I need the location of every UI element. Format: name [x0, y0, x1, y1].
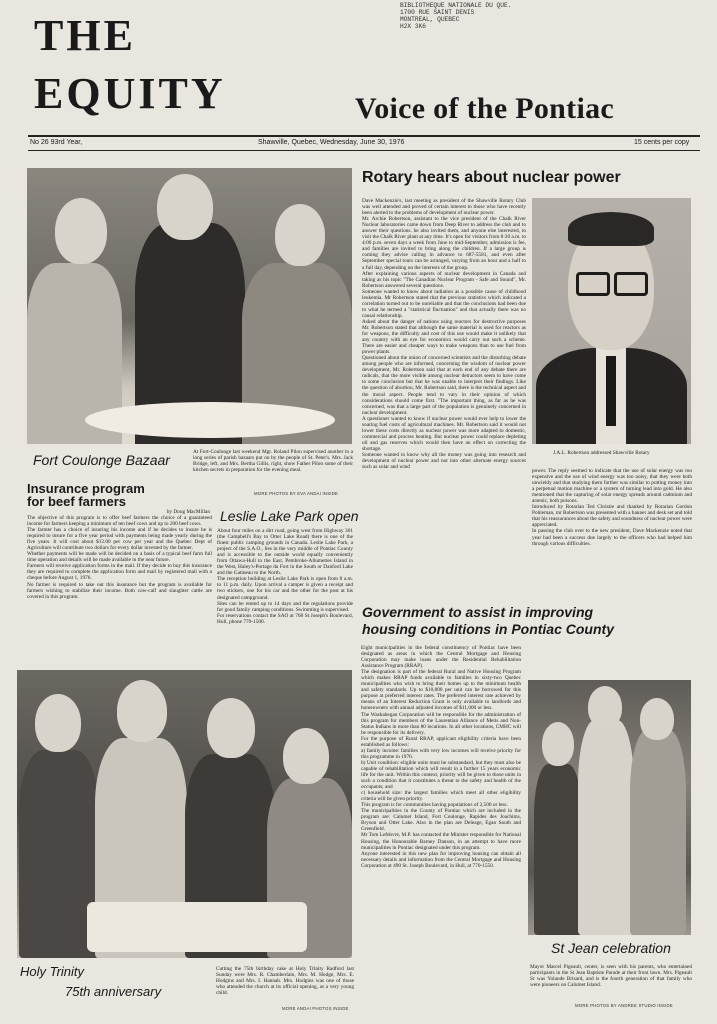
bazaar-photo: [27, 168, 352, 444]
library-stamp: [400, 2, 580, 30]
insurance-headline-line1: Insurance program: [27, 481, 145, 496]
price: 15 cents per copy: [634, 139, 690, 146]
government-text: Eight municipalities in the federal constituency of Pontiac have been designated as areas in which the Central Mortgage and Housing Corporation may make loans under the Residential Rehabilitation Assistance Program (RRAP). The designation is part of the federal Rural and Native Housing Program which makes RRAP funds available to families in sixty-two Quebec municipalities who wish to bring their homes up to the minimum health and safety standards. Up to $10,000 per unit can be borrowed for this purpose at preferred interest rates. The preferred interest rate achieved by means of an Interest Reduction Grant is only available to landlords and homeowners with annual adjusted incomes of $11,000 or less. The Waskahegan Corporation will be responsible for the administration of this program for members of the Laurentian Alliance of Metis and Non-Status Indians in more than 80 locations. In all other locations, CMHC will be responsible for its delivery. For the purpose of Rural RRAP, applicant eligibility criteria have been established as follows: a) family income: families with very low incomes will receive priority for this programme in 1976. b) Unit condition: eligible units must be substandard, but they must also be capable of rehabilitation which will result in a further 15 years economic life for the unit. Within this context, priority will be given to those units in such a condition that it constitutes a threat to the safety and health of the occupants; and c) household size: the largest families which meet all other eligibility criteria will be given priority. This program is for communities having populations of 2,500 or less. The municipalities in the County of Pontiac which are included in the program are: Calumet Island, Fort Coulonge, Rapides des Joachims, Bryson and Otter Lake. Also in the plan are Deleage, Egan South and Greenfield. Mr Tom Lefebvre, M.P. has contacted the Minister responsible for National Housing, the Honourable Barney Danson, in an attempt to have more municipalities in Pontiac designated under this program. Anyone interested in this new plan for improving housing can obtain all necessary details and information from the Central Mortgage and Housing Corporation at 490 St. Joseph Boulevard, in Hull, at 770-1550.: [361, 645, 521, 869]
government-headline-line2: housing conditions in Pontiac County: [362, 621, 614, 637]
stjean-text: Mayor Marcel Pigeault, center, is seen with his parents, who entertained participants in the St Jean Baptiste Parade at their front lawn. Mrs. Pigeault Sr was Yolande Brisard, and is the fourth generation of that family who were pioneers on Calumet Island.: [530, 964, 692, 989]
bazaar-caption: Fort Coulonge Bazaar: [33, 452, 170, 468]
leslie-headline: Leslie Lake Park open: [220, 508, 359, 524]
stjean-photo: [528, 680, 691, 935]
insurance-text: The objective of this program is to offer beef farmers the choice of a guaranteed income for farmers keeping a minimum of ten beef cows and up to 200 beef cows. The farmer has a choice of insuring his income and if he decides to insure he is required to insure for a five year period with payments being made yearly during the five years. It will cost about $12.00 per cow per year and the Quebec Dept of Agriculture will contribute two dollars for every dollar invested by the farmer. Whether payments will be made will be decided on a basis of a typical beef farm full time operation and details will be made available in the near future. Farmers will receive application forms in the mail. If they decide to buy this insurance they are required to complete the application form and mail by registered mail with a cheque before August 1, 1976. No farmer is required to take out this insurance but the program is available for farmers wishing to stabilize their income. Both cow-calf and slaughter cattle are covered in this program.: [27, 515, 212, 600]
rotary-text-col2: power. The reply seemed to indicate that the use of solar energy was too expensive and the use of wind energy was too noisy, that they were both unwieldy and that studying them further was similar to putting money into a perpetual motion machine or a system of turning lead into gold. He also mentioned that the capturing of solar energy spreads around cadmium and arsenic, both poisons. Introduced by Rotarian Ted Christie and thanked by Rotarian Gordon Pohleman, mr Robertson was presented with a banner and desk set and told that his reassurances about the safety and soundness of nuclear power were appreciated. In passing the club over to the new president, Dave Mackenzie noted that year had been a success due largely to the officers who had helped him through various difficulties.: [532, 468, 692, 547]
stamp-line: BIBLIOTHEQUE NATIONALE DU QUE.: [400, 2, 512, 9]
trinity-caption-line1: Holy Trinity: [20, 964, 85, 979]
trinity-photo: [17, 670, 352, 958]
insurance-headline-line2: for beef farmers: [27, 494, 126, 509]
stjean-caption: St Jean celebration: [551, 940, 671, 956]
trinity-caption-line2: 75th anniversary: [65, 984, 162, 999]
government-headline: [362, 604, 614, 638]
robertson-caption: J.A.L. Robertson addressed Shawville Rotary: [553, 450, 650, 456]
trinity-text: Cutting the 75th birthday cake at Holy Trinity Radford last Sunday were Mrs. R. Chamberlain, Mrs. M. Hodge, Mrs. E. Hodgins and Mrs. I. Hannah. Mrs. Hodgins was one of those who attended the church at its official opening, as a very young child.: [216, 966, 354, 997]
masthead-title-the: THE: [34, 11, 136, 60]
bazaar-credit: MORE PHOTOS BY EVA ANDAI INSIDE: [254, 491, 339, 496]
insurance-headline: [27, 482, 145, 508]
stamp-line: 1700 RUE SAINT DENIS: [400, 9, 475, 16]
masthead-rule-top: [28, 135, 700, 137]
dateline: Shawville, Quebec, Wednesday, June 30, 1976: [258, 139, 405, 146]
rotary-text-col1: Dave Mackenzie's, last meeting as president of the Shawville Rotary Club was well attended and proved of certain interest to those who have recently been alerted to the problems of development of nuclear power. Mr. Archie Robertson, assistant to the vice president of the Chalk River Nuclear laboratories came down from Deep River to address the club and to answer their questions. he also invited them, and anyone else interested, to visit the Chalk River plant at any time. It's open for visitors from 8:30 a.m. to 4:00 p.m. seven days a week from June to mid-September, admission is fee, and families are invited to bring along the children. If a large group is coming they advise calling in advance to 687-5581, and even after September special tours can be arranged, varying from an hour and a half to a full day, depending on the interests of the group. After explaining various aspects of nuclear development in Canada and taking as his topic "The Canadian Nuclear Program - Safe and Sound", Mr. Robertson answered several questions. Someone wanted to know about radiation as a possible cause of childhood leukemia. Mr Robertson stated that the previous statistics which indicated a correlation turned out to be unreliable and that the conclusions had been due to what he termed a "statistical fluctuation" and that actually there was no causal relationship. Asked about the danger of nations using reactors for destructive purposes Mr. Robertson stated that although the same material is used for reactors as for weapons, the difficulty and cost of this use would make it unlikely that any country with an eye for economics would carry out such a scheme. There are easier and cheaper ways to make weapons than to use fuel from power plants. Questioned about the union of concerned scientists and the disturbing debate among people who are informed, concerning the wisdom of nuclear power development, Mr. Robertson said that at each end of any debate there are radicals, that the more visible among nuclear detractors seem to have come to some conclusion but that he was unable to interpret their findings. Like the question of abortion, Mr. Robertson said, there is the technical aspect and the moral aspect. People tend to vary in their opinion of which considerations should come first. "The important thing, as far as he was concerned, was that a large part of the population is genuinely concerned in nuclear development. A questioner wanted to know if nuclear power would ever help to lower the soaring fuel costs of agricultural machines. Mr. Robertson said it would not lower these costs directly as nuclear power was more adapted to domestic, commercial and process heating. But nuclear power could replace depleting oil and gas reserves which would then have an effect on correcting the shortage. Someone wanted to know why all the money was going into research and development of nuclear power and not into other alternate energy sources such as solar and wind: [362, 198, 526, 471]
stjean-credit: MORE PHOTOS BY ANDREE STUDIO INSIDE: [575, 1003, 673, 1008]
masthead-tagline: Voice of the Pontiac: [355, 92, 615, 125]
bazaar-text: At Fort-Coulonge last weekend Mgr. Roland Pilon supervised another in a long series of parish bazaars put on by the people of St. Peter's. Mrs. Jack Bridge, left, and Mrs. Bertha Gillis, right, show Father Pilon some of their kitchen secrets in preparation for the evening meal.: [193, 449, 353, 474]
stamp-line: MONTREAL, QUEBEC: [400, 16, 460, 23]
masthead-rule-bottom: [28, 150, 700, 151]
robertson-photo: [532, 198, 691, 444]
government-headline-line1: Government to assist in improving: [362, 604, 594, 620]
trinity-credit: MORE ANDAI PHOTOS INSIDE: [282, 1006, 349, 1011]
leslie-text: About four miles on a dirt road, going west from Highway 301 (the Campbell's Bay to Otter Lake Road) there is one of the finest public camping grounds in Canada. Leslie Lake Park, a project of the S.A.O., lies in the very middle of Pontiac County and is accessible to the outside world equally conveniently from Ottawa-Hull in the East, Pembroke-Allumettes Island in the West, Haley's-Portage du Fort in the South or Danford Lake and the Gatineau to the North. The reception building at Leslie Lake Park is open from 8 a.m. to 11 p.m. daily. Upon arrival a camper is given a receipt and two stickers, one for his car and the other for the post at his designated campground. Sites can be rented up to 14 days and the regulations provide for good family camping conditions. Swimming is supervised. For reservations contact the SAO at 768 St Joseph's Boulevard, Hull, phone 770-1500.: [217, 528, 353, 625]
stamp-line: H2X 3K6: [400, 23, 426, 30]
rotary-headline: Rotary hears about nuclear power: [362, 169, 621, 186]
issue-number: No 26 93rd Year,: [30, 139, 83, 146]
masthead-title-equity: EQUITY: [34, 69, 226, 118]
insurance-byline: by Doug MacMillan: [166, 509, 210, 515]
